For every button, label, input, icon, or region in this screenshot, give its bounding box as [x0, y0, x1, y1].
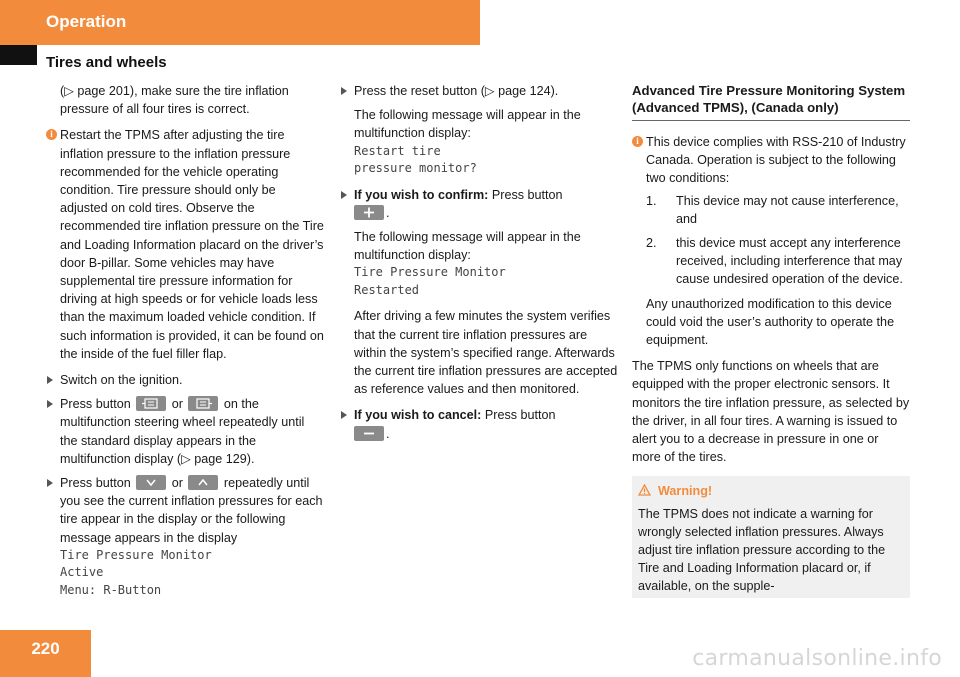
info-note [46, 126, 324, 363]
conditions-list [646, 192, 910, 289]
step-arrow-icon [47, 479, 53, 487]
intro-text: (▷ page 201), make sure the tire inflation pressure of all four tires is correct. [60, 84, 289, 117]
column-2 [340, 82, 618, 449]
message-intro-2-text: The following message will appear in the multifunction display: [354, 230, 581, 263]
step-text: Press button [60, 476, 131, 491]
confirm-text: Press button [491, 187, 563, 202]
step-arrow-icon [341, 191, 347, 199]
display-line: Tire Pressure Monitor [60, 547, 212, 562]
info-icon: i [46, 129, 57, 140]
warning-text: The TPMS does not indicate a warning for wrongly selected inflation pressures. Always adjust tire inflation pressure according to the Tire and Loading Information placard or, if available, on the supple- [638, 506, 886, 594]
canada-info-note [632, 133, 910, 349]
step-reset-text: Press the reset button (▷ page 124). [354, 84, 559, 98]
list-item-number: 2. [646, 236, 657, 251]
confirm-label: If you wish to confirm: [354, 187, 489, 202]
step-ignition [46, 371, 324, 389]
or-text: or [171, 397, 183, 412]
column-3 [632, 82, 910, 598]
cancel-text: Press button [484, 408, 556, 423]
subsection-title: Tires and wheels [46, 54, 167, 71]
page-number: 220 [31, 639, 60, 658]
previous-display-button-icon [136, 396, 166, 411]
message-intro [340, 106, 618, 177]
step-arrow-icon [341, 87, 347, 95]
step-text-rest: on the multifunction steering wheel repeatedly until the standard display appears in the multifunction display (▷ page 129). [60, 397, 305, 466]
step-arrow-icon [47, 400, 53, 408]
or-text: or [171, 476, 183, 491]
display-line: Tire Pressure Monitor [354, 265, 506, 280]
step-text: Press button [60, 397, 131, 412]
period: . [386, 205, 390, 220]
step-arrow-icon [341, 411, 347, 419]
period: . [386, 426, 390, 441]
tpms-body-text: The TPMS only functions on wheels that are equipped with the proper electronic sensors. It monitors the tire inflation pressure, as selected by the driver, in all four tires. A warning is issued to alert you to a decrease in pressure in one or more of the tires. [632, 359, 910, 465]
step-arrow-icon [47, 376, 53, 384]
column-1 [46, 82, 324, 605]
display-line: Menu: R-Button [60, 582, 162, 597]
minus-button-icon [354, 426, 384, 441]
after-driving-text: After driving a few minutes the system verifies that the current tire inflation pressures are within the system’s specified range. Afterwards the current tire inflation pressures are accepted as reference values and then monitored. [354, 309, 618, 397]
warning-box [632, 476, 910, 597]
modification-text: Any unauthorized modification to this device could void the user’s authority to operate the equipment. [646, 296, 895, 348]
chevron-up-button-icon [188, 475, 218, 490]
list-item-text: This device may not cause interference, and [676, 193, 899, 226]
display-line: Restarted [354, 282, 420, 297]
message-intro-text: The following message will appear in the multifunction display: [354, 108, 581, 141]
message-intro-2 [340, 228, 618, 299]
warning-header [638, 482, 904, 500]
next-display-button-icon [188, 396, 218, 411]
watermark: carmanualsonline.info [692, 646, 942, 671]
step-scroll-buttons [46, 474, 324, 599]
info-note-text: Restart the TPMS after adjusting the tire inflation pressure to the inflation pressure recommended for the vehicle operating condition. Tire pressure should only be adjusted on cold tires. Observe the recommended tire inflation pressure on the Tire and Loading Information placard on the driver’s door B-pillar. Some vehicles may have supplemental tire pressure information for driving at high speeds or for vehicle loads less than the maximum loaded vehicle condition. If such information is provided, it can be found on the inside of the fuel filler flap. [60, 128, 324, 361]
step-reset [340, 82, 618, 100]
display-line: Restart tire [354, 143, 441, 158]
plus-button-icon [354, 205, 384, 220]
section-title-operation: Operation [46, 12, 127, 31]
step-text-rest: repeatedly until you see the current inflation pressures for each tire appear in the display or the following message appears in the display [60, 476, 323, 545]
list-item [646, 234, 910, 289]
info-icon: i [632, 136, 643, 147]
step-ignition-text: Switch on the ignition. [60, 373, 183, 388]
advanced-tpms-heading: Advanced Tire Pressure Monitoring System (Advanced TPMS), (Canada only) [632, 82, 910, 121]
section-marker [0, 45, 37, 65]
display-line: Active [60, 565, 104, 580]
chevron-down-button-icon [136, 475, 166, 490]
canada-info-text: This device complies with RSS-210 of Industry Canada. Operation is subject to the following two conditions: [646, 135, 906, 186]
warning-title: Warning! [658, 484, 713, 499]
warning-triangle-icon [638, 484, 651, 496]
list-item [646, 192, 910, 228]
step-confirm [340, 186, 618, 222]
list-item-text: this device must accept any interference received, including interference that may cause undesired operation of the device. [676, 236, 903, 287]
step-display-buttons [46, 395, 324, 468]
step-cancel [340, 406, 618, 442]
list-item-number: 1. [646, 193, 657, 208]
cancel-label: If you wish to cancel: [354, 408, 482, 423]
display-line: pressure monitor? [354, 161, 477, 176]
